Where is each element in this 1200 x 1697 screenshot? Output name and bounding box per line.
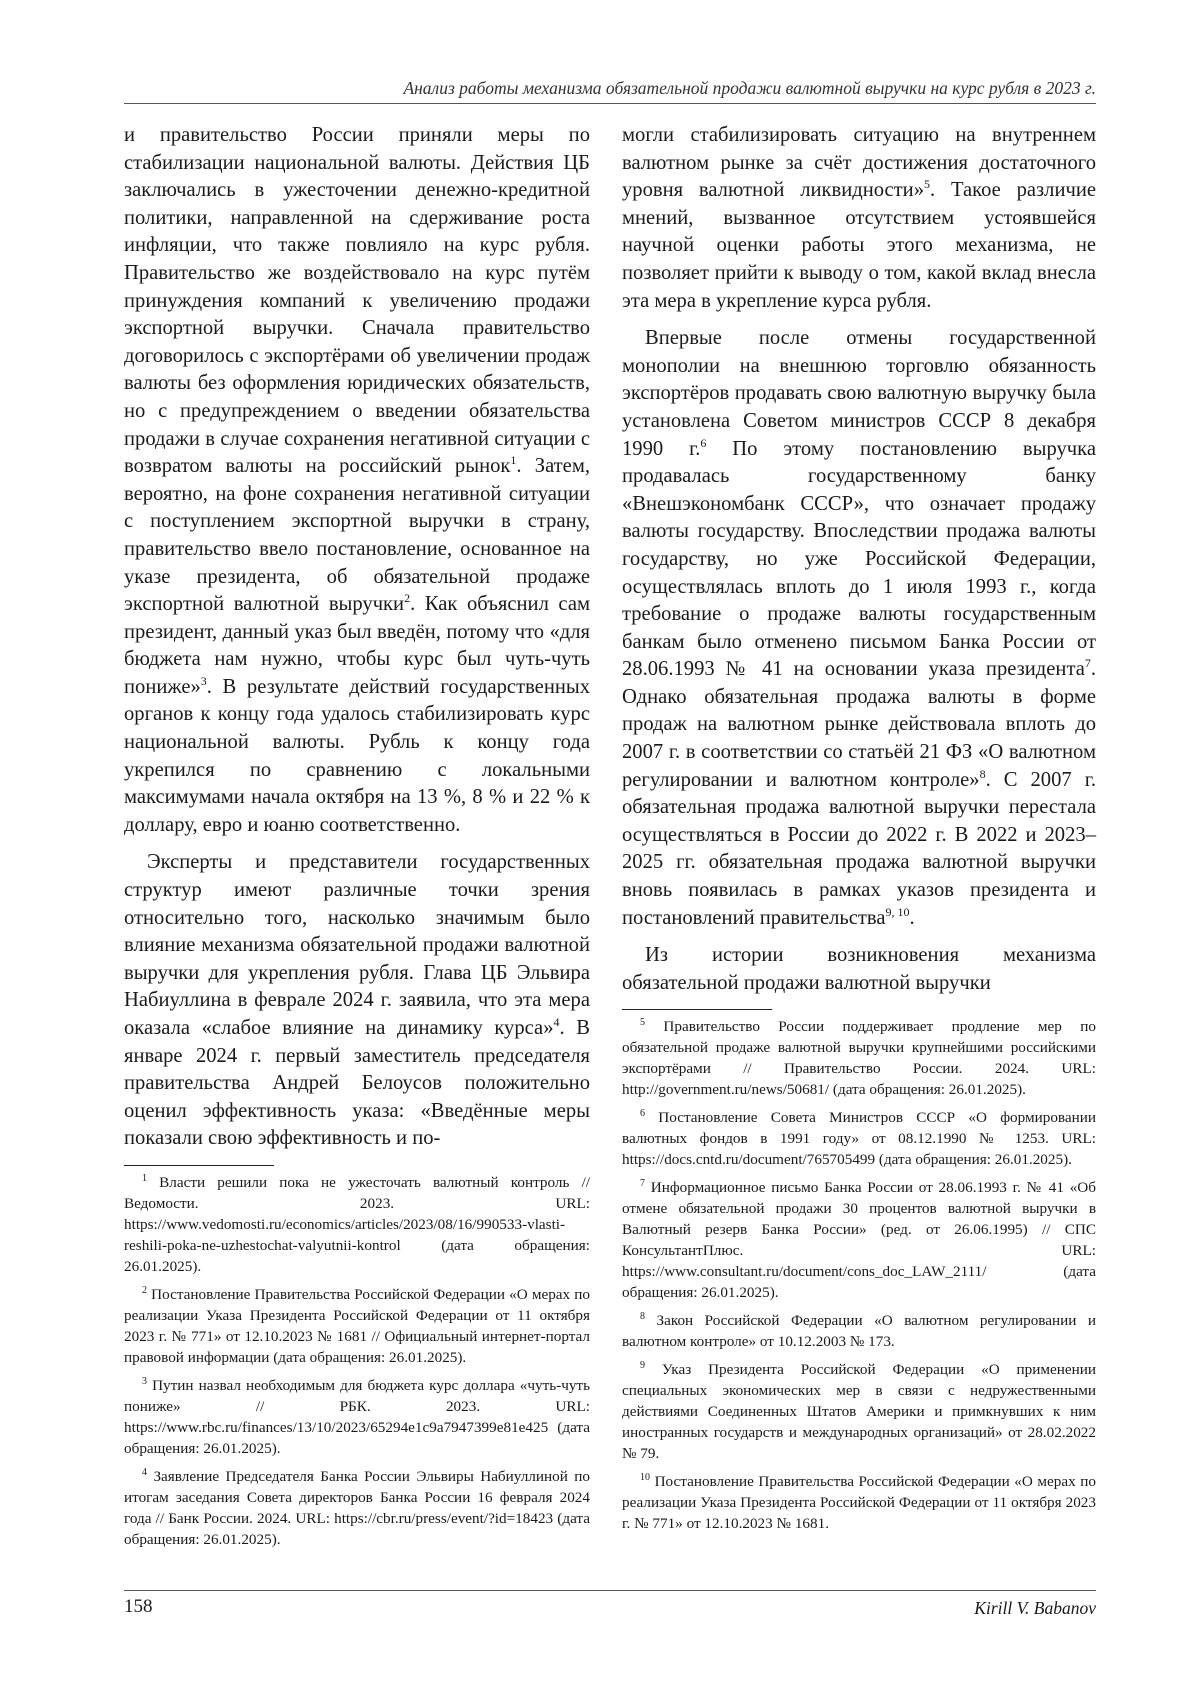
left-paragraph-1: [124, 122, 590, 839]
footnote-ref-1[interactable]: 1: [510, 453, 517, 468]
footnote-rule: [124, 1165, 274, 1166]
footnote-ref-5[interactable]: 5: [924, 177, 931, 192]
footnote-text: Постановление Совета Министров СССР «О формировании валютных фондов в 1991 году» от 08.12.1990 № 1253. URL: https://docs.cntd.ru/document/765705499 (дата обращения: 26.01.2025).: [622, 1109, 1097, 1169]
text-span: . В результате действий государственных органов к концу года удалось стабилизировать курс национальной валюты. Рубль к концу года укрепился по сравнению с локальными максимумами начала октября на 13 %, 8 % и 22 % к доллару, евро и юаню соответственно.: [124, 675, 590, 836]
footnote: [124, 1375, 590, 1459]
footnote-ref-6[interactable]: 6: [700, 435, 707, 450]
footnote-ref-9-10[interactable]: 9, 10: [885, 904, 910, 919]
page-number: 158: [124, 1596, 153, 1617]
text-span: Впервые после отмены государственной монополии на внешнюю торговлю обязанность экспортёров продавать свою валютную выручку была установлена Советом министров СССР 8 декабря 1990 г.: [622, 327, 1096, 460]
footnote: [622, 1310, 1096, 1352]
footnote-text: Закон Российской Федерации «О валютном регулировании и валютном контроле» от 10.12.2003 № 173.: [622, 1312, 1097, 1351]
footnote: [124, 1284, 590, 1368]
footnote-number: 1: [142, 1172, 147, 1184]
right-column: [622, 122, 1096, 1541]
text-span: . Однако обязательная продажа валюты в форме продаж на валютном рынке действовала вплоть до 2007 г. в соответствии со статьёй 21 ФЗ «О валютном регулировании и валютном контроле»: [622, 658, 1096, 791]
left-column: [124, 122, 590, 1557]
text-span: .: [909, 906, 915, 929]
text-span: Из истории возникновения механизма обязательной продажи валютной выручки: [622, 944, 1096, 994]
footnote-text: Власти решили пока не ужесточать валютный контроль // Ведомости. 2023. URL: https://www.vedomosti.ru/economics/articles/2023/08/16/990533-vlasti-reshili-poka-ne-uzhestochat-valyutnii-kontrol (дата обращения: 26.01.2025).: [124, 1173, 591, 1275]
left-paragraph-2: [124, 849, 590, 1153]
text-span: . Такое различие мнений, вызванное отсутствием устоявшейся научной оценки работы этого механизма, не позволяет прийти к выводу о том, какой вклад внесла эта мера в укрепление курса рубля.: [622, 179, 1096, 312]
text-span: По этому постановлению выручка продавалась государственному банку «Внешэкономбанк СССР», что означает продажу валюты государству. Впоследствии продажа валюты государству, но уже Российской Федерации, осуществлялась вплоть до 1 июля 1993 г., когда требование о продаже валюты государственным банкам было отменено письмом Банка России от 28.06.1993 № 41 на основании указа президента: [622, 437, 1097, 681]
footnote-text: Указ Президента Российской Федерации «О применении специальных экономических мер в связи с недружественными действиями Соединенных Штатов Америки и примкнувших к ним иностранных государств и международных организаций» от 28.02.2022 № 79.: [622, 1361, 1096, 1463]
footnote: [622, 1359, 1096, 1464]
header-rule: [124, 103, 1096, 104]
footnote-number: 10: [640, 1472, 650, 1484]
footnote-text: Постановление Правительства Российской Федерации «О мерах по реализации Указа Президента Российской Федерации от 11 октября 2023 г. № 771» от 12.10.2023 № 1681.: [622, 1473, 1096, 1533]
text-span: . Как объяснил сам президент, данный указ был введён, потому что «для бюджета нам нужно, чтобы курс был чуть-чуть пониже»: [124, 593, 590, 698]
text-span: могли стабилизировать ситуацию на внутреннем валютном рынке за счёт достижения достаточного уровня валютной ликвидности»: [622, 124, 1096, 202]
text-span: Эксперты и представители государственных структур имеют различные точки зрения относительно того, насколько значимым было влияние механизма обязательной продажи валютной выручки для укрепления рубля. Глава ЦБ Эльвира Набиуллина в феврале 2024 г. заявила, что эта мера оказала «слабое влияние на динамику курса»: [124, 851, 590, 1039]
footnote-rule: [622, 1009, 772, 1010]
footnote-number: 8: [640, 1311, 645, 1323]
footnote-number: 9: [640, 1360, 645, 1372]
footnote-text: Заявление Председателя Банка России Эльвиры Набиуллиной по итогам заседания Совета директоров Банка России 16 февраля 2024 года // Банк России. 2024. URL: https://cbr.ru/press/event/?id=18423 (дата обращения: 26.01.2025).: [124, 1467, 591, 1548]
right-paragraph-2: [622, 325, 1096, 932]
footnote-text: Постановление Правительства Российской Федерации «О мерах по реализации Указа Президента Российской Федерации от 11 октября 2023 г. № 771» от 12.10.2023 № 1681 // Официальный интернет-портал правовой информации (дата обращения: 26.01.2025).: [124, 1285, 591, 1366]
footnote-number: 7: [640, 1178, 645, 1190]
footnote-ref-4[interactable]: 4: [553, 1015, 560, 1030]
footnote-number: 6: [640, 1108, 645, 1120]
text-span: . В январе 2024 г. первый заместитель председателя правительства Андрей Белоусов положительно оценил эффективность указа: «Введённые меры показали свою эффективность и по-: [124, 1017, 590, 1150]
right-paragraph-3: [622, 942, 1096, 997]
footnote-ref-7[interactable]: 7: [1084, 656, 1091, 671]
footnote: [622, 1107, 1096, 1170]
right-body: [622, 122, 1096, 997]
footnote: [124, 1466, 590, 1550]
text-span: . Затем, вероятно, на фоне сохранения негативной ситуации с поступлением экспортной выручки в страну, правительство ввело постановление, основанное на указе президента, об обязательной продаже экспортной валютной выручки: [124, 455, 590, 616]
footnote: [622, 1471, 1096, 1534]
text-span: . С 2007 г. обязательная продажа валютной выручки перестала осуществляться в России до 2022 г. В 2022 и 2023–2025 гг. обязательная продажа валютной выручки вновь появилась в рамках указов президента и постановлений правительства: [622, 768, 1096, 929]
running-title: Анализ работы механизма обязательной продажи валютной выручки на курс рубля в 2023 г.: [403, 78, 1096, 98]
left-footnotes: [124, 1172, 590, 1550]
right-footnotes: [622, 1016, 1096, 1534]
footnote: [622, 1016, 1096, 1100]
author-name: Kirill V. Babanov: [974, 1598, 1096, 1618]
footer-rule: [124, 1590, 1096, 1591]
footnote-number: 2: [142, 1284, 147, 1296]
footnote-text: Путин назвал необходимым для бюджета курс доллара «чуть-чуть пониже» // РБК. 2023. URL: https://www.rbc.ru/finances/13/10/2023/65294e1c9a7947399e81e425 (дата обращения: 26.01.2025).: [124, 1376, 590, 1457]
footnote-number: 4: [142, 1466, 147, 1478]
footnote: [124, 1172, 590, 1277]
text-span: и правительство России приняли меры по стабилизации национальной валюты. Действия ЦБ заключались в ужесточении денежно-кредитной политики, направленной на сдерживание роста инфляции, что также повлияло на курс рубля. Правительство же воздействовало на курс путём принуждения компаний к увеличению продажи экспортной выручки. Сначала правительство договорилось с экспортёрами об увеличении продаж валюты без оформления юридических обязательств, но с предупреждением о введении обязательства продажи в случае сохранения негативной ситуации с возвратом валюты на российский рынок: [124, 124, 590, 478]
footnote-ref-3[interactable]: 3: [200, 674, 207, 689]
footnote: [622, 1177, 1096, 1303]
footnote-ref-8[interactable]: 8: [979, 766, 986, 781]
footnote-ref-2[interactable]: 2: [404, 591, 411, 606]
right-paragraph-1: [622, 122, 1096, 315]
footnote-text: Информационное письмо Банка России от 28.06.1993 г. № 41 «Об отмене обязательной продажи 30 процентов валютной выручки в Валютный резерв Банка России» (ред. от 26.06.1995) // СПС КонсультантПлюс. URL: https://www.consultant.ru/document/cons_doc_LAW_2111/ (дата обращения: 26.01.2025).: [622, 1179, 1096, 1302]
footnote-number: 3: [142, 1375, 147, 1387]
left-body: [124, 122, 590, 1153]
footnote-text: Правительство России поддерживает продление мер по обязательной продаже валютной выручки крупнейшими российскими экспортёрами // Правительство России. 2024. URL: http://government.ru/news/50681/ (дата обращения: 26.01.2025).: [622, 1018, 1096, 1099]
footnote-number: 5: [640, 1017, 645, 1029]
